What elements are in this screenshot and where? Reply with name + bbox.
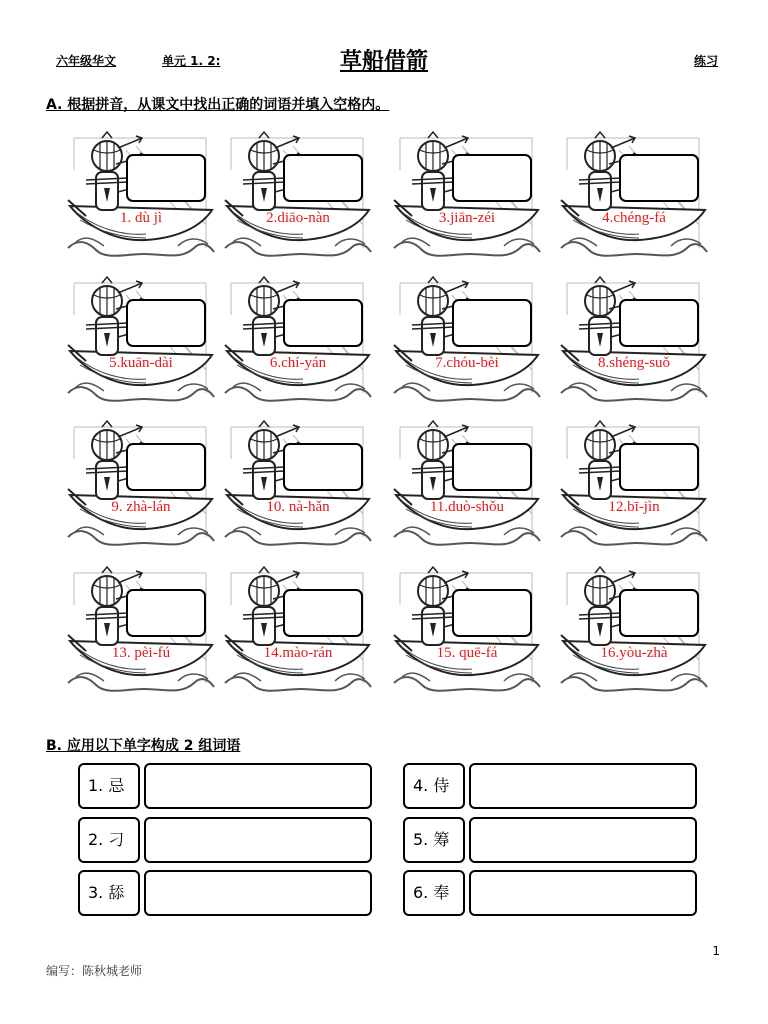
pinyin-card xyxy=(559,130,709,260)
pinyin-label: 13. pèi-fú xyxy=(111,645,171,661)
pinyin-label: 8.shéng-suǒ xyxy=(597,355,671,371)
answer-box[interactable] xyxy=(283,154,363,202)
answer-box[interactable] xyxy=(126,299,206,347)
pinyin-card xyxy=(223,275,373,405)
unit-label: 单元 1. 2: xyxy=(162,54,221,68)
grade-label: 六年级华文 xyxy=(56,54,117,68)
author-credit: 编写：陈秋城老师 xyxy=(46,964,143,978)
pinyin-card xyxy=(559,419,709,549)
answer-box[interactable] xyxy=(283,589,363,637)
section-b-instruction: B. 应用以下单字构成 2 组词语 xyxy=(46,738,241,754)
pinyin-card xyxy=(392,565,542,695)
pinyin-label: 16.yòu-zhà xyxy=(600,645,668,661)
answer-box[interactable] xyxy=(283,443,363,491)
page-number: 1 xyxy=(712,944,720,958)
answer-box[interactable] xyxy=(126,154,206,202)
section-a-instruction: A. 根据拼音，从课文中找出正确的词语并填入空格内。 xyxy=(46,97,390,113)
char-label-3: 3. 舔 xyxy=(78,870,140,916)
pinyin-label: 11.duò-shǒu xyxy=(429,499,505,515)
answer-box[interactable] xyxy=(126,589,206,637)
answer-box-1[interactable] xyxy=(144,763,372,809)
pinyin-label: 10. nà-hǎn xyxy=(266,499,330,515)
pinyin-label: 15. quē-fá xyxy=(436,645,498,661)
answer-box-3[interactable] xyxy=(144,870,372,916)
pinyin-card xyxy=(66,419,216,549)
answer-box-2[interactable] xyxy=(144,817,372,863)
pinyin-card xyxy=(392,130,542,260)
answer-box[interactable] xyxy=(452,443,532,491)
pinyin-label: 9. zhà-lán xyxy=(111,499,171,515)
pinyin-card xyxy=(559,565,709,695)
pinyin-card xyxy=(223,419,373,549)
pinyin-label: 1. dù jì xyxy=(119,210,163,226)
pinyin-card xyxy=(66,130,216,260)
answer-box-6[interactable] xyxy=(469,870,697,916)
answer-box[interactable] xyxy=(283,299,363,347)
pinyin-label: 14.mào-rán xyxy=(263,645,333,661)
answer-box-5[interactable] xyxy=(469,817,697,863)
char-label-5: 5. 筹 xyxy=(403,817,465,863)
pinyin-card xyxy=(223,130,373,260)
pinyin-card xyxy=(66,275,216,405)
answer-box[interactable] xyxy=(126,443,206,491)
page-title: 草船借箭 xyxy=(339,48,428,74)
pinyin-label: 7.chóu-bèi xyxy=(435,355,499,371)
pinyin-card xyxy=(559,275,709,405)
char-label-1: 1. 忌 xyxy=(78,763,140,809)
pinyin-label: 5.kuān-dài xyxy=(109,355,173,371)
pinyin-label: 3.jiān-zéi xyxy=(438,210,496,226)
answer-box-4[interactable] xyxy=(469,763,697,809)
pinyin-card xyxy=(66,565,216,695)
char-label-6: 6. 奉 xyxy=(403,870,465,916)
worksheet-type: 练习 xyxy=(694,54,719,68)
answer-box[interactable] xyxy=(452,154,532,202)
char-label-4: 4. 侍 xyxy=(403,763,465,809)
answer-box[interactable] xyxy=(619,589,699,637)
pinyin-label: 2.diāo-nàn xyxy=(266,210,330,226)
char-label-2: 2. 刁 xyxy=(78,817,140,863)
pinyin-card xyxy=(392,419,542,549)
pinyin-card xyxy=(392,275,542,405)
answer-box[interactable] xyxy=(452,589,532,637)
pinyin-label: 4.chéng-fá xyxy=(602,210,666,226)
answer-box[interactable] xyxy=(619,154,699,202)
pinyin-label: 6.chí-yán xyxy=(269,355,327,371)
pinyin-card xyxy=(223,565,373,695)
answer-box[interactable] xyxy=(452,299,532,347)
answer-box[interactable] xyxy=(619,299,699,347)
answer-box[interactable] xyxy=(619,443,699,491)
pinyin-label: 12.bī-jìn xyxy=(608,499,660,515)
